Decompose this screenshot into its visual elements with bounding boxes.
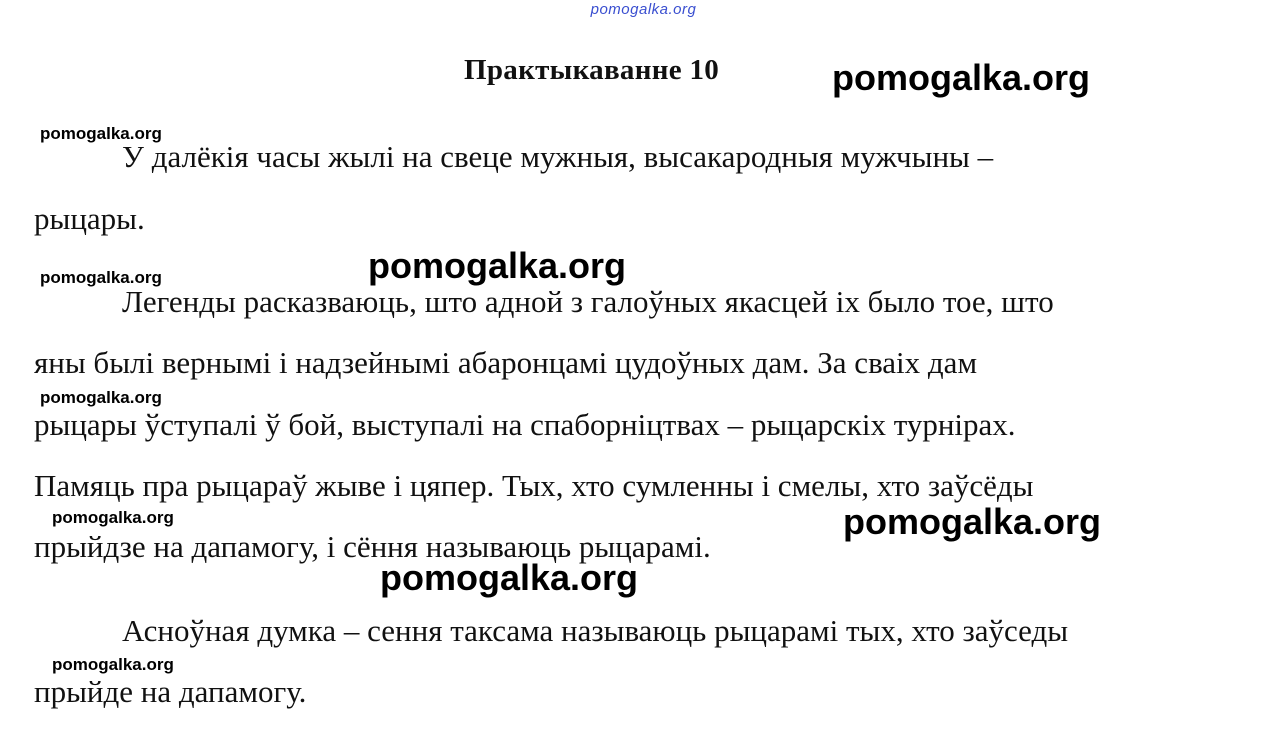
top-site-link[interactable]: pomogalka.org (590, 1, 697, 18)
text-line: прыйде на дапамогу. (34, 674, 307, 709)
watermark-small: pomogalka.org (40, 388, 162, 407)
text-line: Асноўная думка – сення таксама называюць рыцарамі тых, хто заўседы (122, 613, 1069, 648)
text-line: Легенды расказваюць, што адной з галоўных якасцей іх было тое, што (122, 284, 1054, 319)
watermark-small: pomogalka.org (52, 508, 174, 527)
watermark-large: pomogalka.org (380, 557, 639, 598)
watermark-small: pomogalka.org (52, 655, 174, 674)
watermark-small: pomogalka.org (40, 124, 162, 143)
text-line: рыцары ўступалі ў бой, выступалі на спаборніцтвах – рыцарскіх турнірах. (34, 407, 1016, 442)
watermark-large: pomogalka.org (843, 501, 1102, 542)
text-line: У далёкія часы жылі на свеце мужныя, высакародныя мужчыны – (122, 139, 994, 174)
text-line: прыйдзе на дапамогу, і сёння называюць рыцарамі. (34, 529, 711, 564)
watermark-large: pomogalka.org (368, 245, 627, 286)
watermark-small: pomogalka.org (40, 268, 162, 287)
text-line: Памяць пра рыцараў жыве і цяпер. Тых, хто сумленны і смелы, хто заўсёды (34, 468, 1034, 503)
text-line: рыцары. (34, 201, 145, 236)
text-line: яны былі вернымі і надзейнымі абаронцамі цудоўных дам. За сваіх дам (34, 345, 978, 380)
page-title: Практыкаванне 10 (464, 54, 720, 86)
watermark-large: pomogalka.org (832, 57, 1091, 98)
